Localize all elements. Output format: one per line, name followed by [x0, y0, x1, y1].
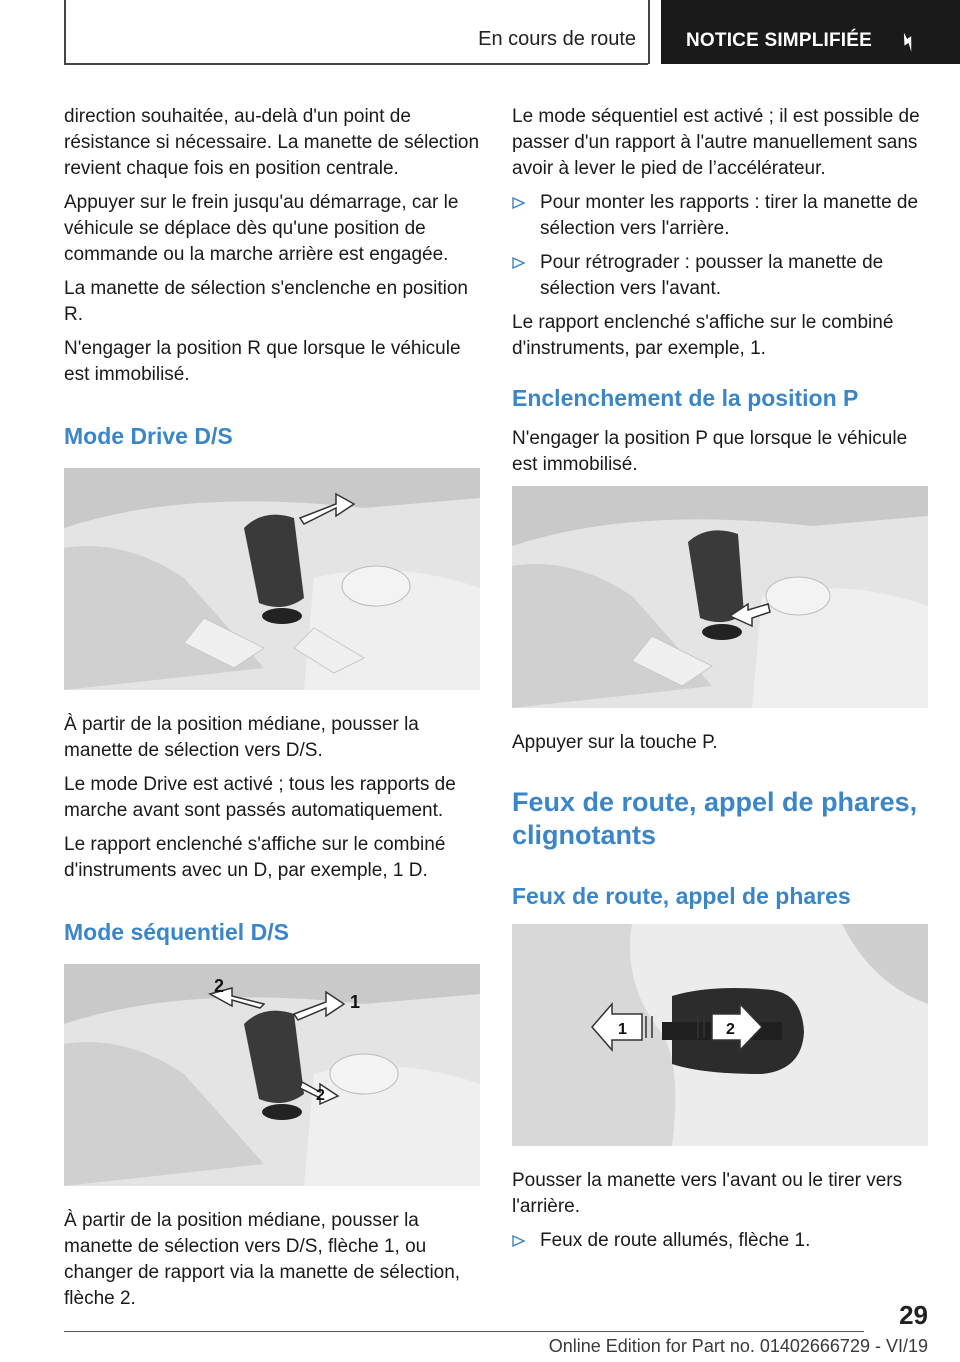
- figure-light-stalk: [512, 924, 928, 1146]
- paragraph: À partir de la position médiane, pousser la manette de sélection vers D/S, flèche 1, ou changer de rapport via la manette de sélection, flèche 2.: [64, 1210, 461, 1309]
- heading-mode-drive: Mode Drive D/S: [64, 423, 233, 449]
- paragraph: direction souhaitée, au-delà d'un point de résistance si nécessaire. La manette de sélection revient chaque fois en position centrale.: [64, 106, 480, 179]
- heading-feux-de-route: Feux de route, appel de phares, clignotants: [512, 787, 918, 850]
- paragraph: N'engager la position P que lorsque le véhicule est immobilisé.: [512, 428, 908, 475]
- arrow-label-1: 1: [350, 992, 361, 1012]
- paragraph: Le rapport enclenché s'affiche sur le combiné d'instruments, par exemple, 1.: [512, 312, 894, 359]
- header-separator: [648, 0, 650, 64]
- header-section-title: En cours de route: [478, 28, 636, 50]
- paragraph: La manette de sélection s'enclenche en position R.: [64, 278, 468, 325]
- page-number: 29: [899, 1300, 928, 1330]
- list-item: Pour rétrograder : pousser la manette de sélection vers l'avant.: [512, 250, 930, 302]
- arrow-label-2: 2: [214, 976, 225, 996]
- figure-park-button: [512, 486, 928, 708]
- paragraph: Le rapport enclenché s'affiche sur le combiné d'instruments avec un D, par exemple, 1 D.: [64, 834, 446, 881]
- figure-sequential-selector: [64, 964, 480, 1186]
- paragraph: Pousser la manette vers l'avant ou le tirer vers l'arrière.: [512, 1170, 903, 1217]
- triangle-bullet-icon: [512, 197, 525, 209]
- bullet-list: [512, 190, 930, 302]
- heading-appel-de-phares: Feux de route, appel de phares: [512, 883, 851, 909]
- paragraph: Appuyer sur la touche P.: [512, 732, 718, 753]
- right-column: [512, 104, 930, 1262]
- stalk-label-2: 2: [726, 1021, 735, 1038]
- figure-drive-selector: [64, 468, 480, 690]
- paragraph: Appuyer sur le frein jusqu'au démarrage, car le véhicule se déplace dès qu'une position de commande ou la marche arrière est engagée.: [64, 192, 459, 265]
- stalk-label-1: 1: [618, 1021, 627, 1038]
- left-column: [64, 104, 482, 1320]
- paragraph: Le mode Drive est activé ; tous les rapports de marche avant sont passés automatiquement.: [64, 774, 456, 821]
- arrow-label-2b: 2: [316, 1087, 325, 1104]
- header-left-border: [64, 0, 66, 64]
- footer-edition: Online Edition for Part no. 01402666729 - VI/19: [548, 1336, 928, 1356]
- triangle-bullet-icon: [512, 257, 525, 269]
- bullet-list: [512, 1228, 930, 1254]
- paragraph: Le mode séquentiel est activé ; il est possible de passer d'un rapport à l'autre manuellement sans avoir à lever le pied de l’accélérateur.: [512, 106, 920, 179]
- header-rule: [64, 63, 648, 65]
- heading-position-p: Enclenchement de la position P: [512, 385, 859, 411]
- header-book-title: NOTICE SIMPLIFIÉE: [686, 30, 873, 51]
- paragraph: N'engager la position R que lorsque le véhicule est immobilisé.: [64, 338, 461, 385]
- paragraph: À partir de la position médiane, pousser la manette de sélection vers D/S.: [64, 714, 419, 761]
- list-item: Feux de route allumés, flèche 1.: [512, 1228, 930, 1254]
- list-item: Pour monter les rapports : tirer la manette de sélection vers l'arrière.: [512, 190, 930, 242]
- heading-mode-sequentiel: Mode séquentiel D/S: [64, 919, 289, 945]
- triangle-bullet-icon: [512, 1235, 525, 1247]
- lightning-icon: [896, 30, 920, 54]
- footer-rule: [64, 1331, 864, 1332]
